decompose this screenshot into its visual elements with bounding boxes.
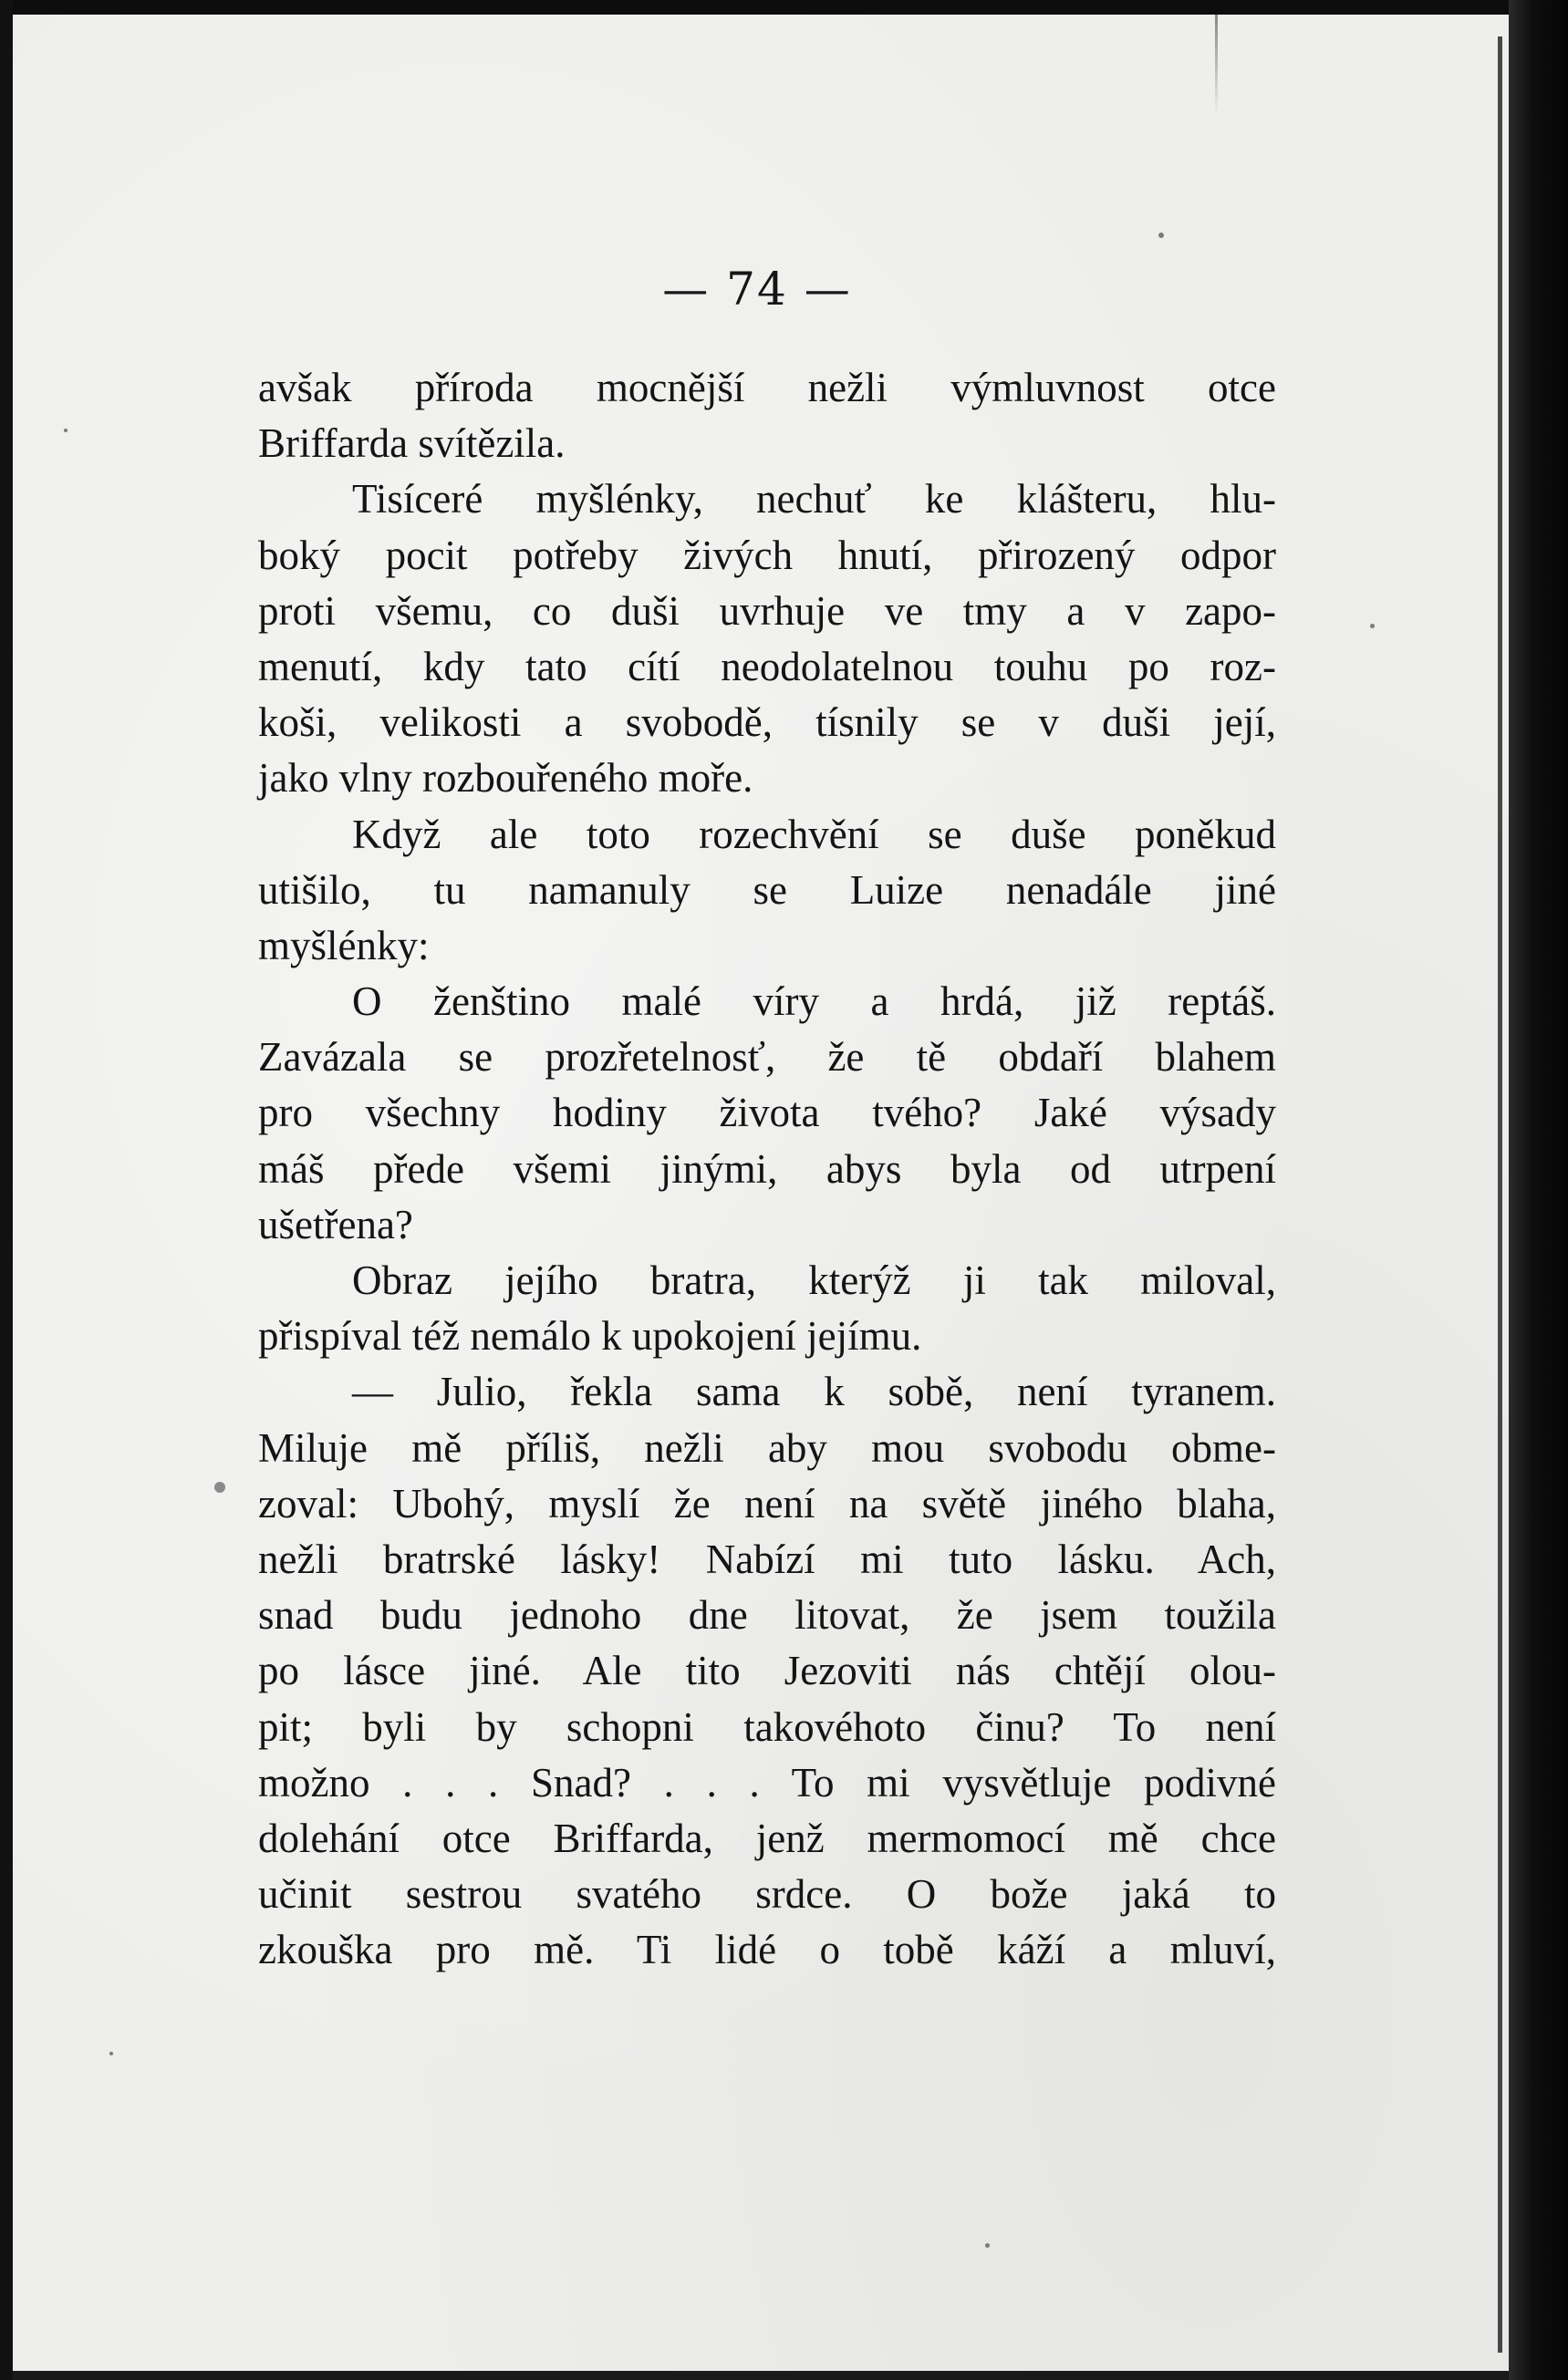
- scan-left-border: [0, 0, 13, 2380]
- scan-top-border: [0, 0, 1568, 15]
- text-line: — Julio, řekla sama k sobě, není tyranem.: [352, 1369, 1276, 1415]
- text-line: zoval: Ubohý, myslí že není na světě jiného blaha,: [258, 1480, 1276, 1526]
- text-line: po lásce jiné. Ale tito Jezoviti nás chtějí olou-: [258, 1648, 1276, 1694]
- text-line: dolehání otce Briffarda, jenž mermomocí mě chce: [258, 1815, 1276, 1861]
- page-edge-line: [1498, 36, 1502, 2353]
- text-line: O ženštino malé víry a hrdá, již reptáš.: [352, 978, 1276, 1025]
- paper-speck: [985, 2243, 990, 2248]
- text-line: Zavázala se prozřetelnosť, že tě obdaří blahem: [258, 1034, 1276, 1081]
- paper-speck: [64, 429, 67, 432]
- text-line: nežli bratrské lásky! Nabízí mi tuto lásku. Ach,: [258, 1536, 1276, 1582]
- text-line: zkouška pro mě. Ti lidé o tobě káží a mluví,: [258, 1927, 1276, 1973]
- paper-crease-mark: [1215, 15, 1218, 115]
- paper-speck: [1370, 624, 1375, 628]
- text-line: myšlénky:: [258, 922, 430, 968]
- text-line: snad budu jednoho dne litovat, že jsem toužila: [258, 1592, 1276, 1639]
- text-line: ušetřena?: [258, 1201, 413, 1247]
- text-line: menutí, kdy tato cítí neodolatelnou touhu po roz-: [258, 643, 1276, 689]
- page-number: — 74 —: [662, 263, 852, 316]
- text-line: koši, velikosti a svobodě, tísnily se v duši její,: [258, 699, 1276, 746]
- text-line: pit; byli by schopni takovéhoto činu? To není: [258, 1703, 1276, 1750]
- text-line: pro všechny hodiny života tvého? Jaké výsady: [258, 1090, 1276, 1136]
- text-line: utišilo, tu namanuly se Luize nenadále jiné: [258, 866, 1276, 913]
- text-line: možno . . . Snad? . . . To mi vysvětluje podivné: [258, 1759, 1276, 1806]
- text-line: přispíval též nemálo k upokojení jejímu.: [258, 1313, 922, 1360]
- text-line: Miluje mě příliš, nežli aby mou svobodu obme-: [258, 1424, 1276, 1471]
- text-line: Tisíceré myšlénky, nechuť ke klášteru, hlu-: [352, 476, 1276, 523]
- body-text: [258, 360, 1276, 1978]
- text-line: Když ale toto rozechvění se duše poněkud: [352, 811, 1276, 857]
- scan-right-border: [1509, 0, 1568, 2380]
- text-line: avšak příroda mocnější nežli výmluvnost otce: [258, 365, 1276, 410]
- paper-speck: [109, 2052, 113, 2055]
- text-line: máš přede všemi jinými, abys byla od utrpení: [258, 1145, 1276, 1192]
- paper-speck: [1158, 233, 1164, 238]
- text-line: učinit sestrou svatého srdce. O bože jaká to: [258, 1871, 1276, 1918]
- text-line: Obraz jejího bratra, kterýž ji tak miloval,: [352, 1257, 1276, 1303]
- paper-speck: [214, 1482, 225, 1493]
- text-line: Briffarda svítězila.: [258, 420, 566, 467]
- text-line: boký pocit potřeby živých hnutí, přirozený odpor: [258, 532, 1276, 578]
- text-line: proti všemu, co duši uvrhuje ve tmy a v zapo-: [258, 587, 1276, 634]
- text-line: jako vlny rozbouřeného moře.: [258, 755, 753, 802]
